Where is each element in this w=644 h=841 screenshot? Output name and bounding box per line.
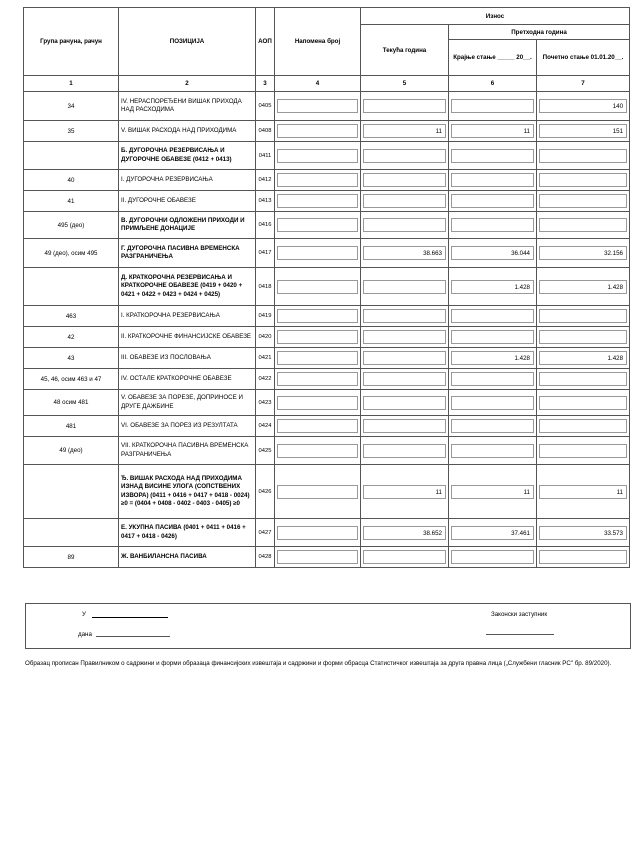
table-row bbox=[24, 306, 630, 327]
amount-field[interactable] bbox=[539, 330, 627, 344]
v7-cell bbox=[537, 212, 630, 239]
amount-field[interactable] bbox=[451, 218, 534, 232]
v7-cell bbox=[537, 92, 630, 121]
table-row bbox=[24, 437, 630, 465]
note-cell bbox=[275, 306, 361, 327]
amount-field[interactable]: 11 bbox=[539, 485, 627, 499]
amount-field[interactable] bbox=[539, 173, 627, 187]
amount-field[interactable] bbox=[451, 550, 534, 564]
amount-field[interactable] bbox=[539, 149, 627, 163]
note-cell bbox=[275, 191, 361, 212]
position-cell: Ж. ВАНБИЛАНСНА ПАСИВА bbox=[119, 547, 256, 568]
aop-cell: 0408 bbox=[256, 121, 275, 142]
amount-field[interactable] bbox=[363, 149, 446, 163]
v6-cell bbox=[449, 121, 537, 142]
amount-field[interactable] bbox=[451, 194, 534, 208]
amount-field[interactable] bbox=[363, 444, 446, 458]
v5-cell bbox=[361, 306, 449, 327]
v7-cell bbox=[537, 306, 630, 327]
note-input[interactable] bbox=[277, 149, 358, 163]
account-group-cell: 43 bbox=[24, 348, 119, 369]
v6-cell bbox=[449, 268, 537, 306]
position-cell: II. ДУГОРОЧНЕ ОБАВЕЗЕ bbox=[119, 191, 256, 212]
table-row bbox=[24, 170, 630, 191]
amount-field[interactable] bbox=[363, 330, 446, 344]
v7-cell bbox=[537, 416, 630, 437]
v5-cell bbox=[361, 239, 449, 268]
note-input[interactable] bbox=[277, 351, 358, 365]
amount-field[interactable] bbox=[363, 280, 446, 294]
header-group: Група рачуна, рачун bbox=[24, 8, 119, 76]
amount-field[interactable] bbox=[363, 351, 446, 365]
note-cell bbox=[275, 212, 361, 239]
note-input[interactable] bbox=[277, 309, 358, 323]
v7-cell bbox=[537, 437, 630, 465]
aop-cell: 0421 bbox=[256, 348, 275, 369]
note-cell bbox=[275, 369, 361, 390]
v5-cell bbox=[361, 519, 449, 547]
aop-cell: 0417 bbox=[256, 239, 275, 268]
v7-cell bbox=[537, 239, 630, 268]
v7-cell bbox=[537, 121, 630, 142]
col-number: 1 bbox=[24, 76, 119, 92]
header-aop: АОП bbox=[256, 8, 275, 76]
account-group-cell: 45, 46, осим 463 и 47 bbox=[24, 369, 119, 390]
v6-cell bbox=[449, 519, 537, 547]
table-body bbox=[24, 92, 630, 568]
table-row bbox=[24, 239, 630, 268]
v6-cell bbox=[449, 142, 537, 170]
account-group-cell: 40 bbox=[24, 170, 119, 191]
aop-cell: 0405 bbox=[256, 92, 275, 121]
v5-cell bbox=[361, 170, 449, 191]
table-row bbox=[24, 369, 630, 390]
note-cell bbox=[275, 547, 361, 568]
v5-cell bbox=[361, 191, 449, 212]
account-group-cell bbox=[24, 465, 119, 519]
v5-cell bbox=[361, 212, 449, 239]
v5-cell bbox=[361, 92, 449, 121]
amount-field[interactable]: 37.461 bbox=[451, 526, 534, 540]
amount-field[interactable]: 11 bbox=[363, 124, 446, 138]
note-cell bbox=[275, 327, 361, 348]
account-group-cell: 41 bbox=[24, 191, 119, 212]
account-group-cell: 34 bbox=[24, 92, 119, 121]
position-cell: I. КРАТКОРОЧНА РЕЗЕРВИСАЊА bbox=[119, 306, 256, 327]
amount-field[interactable]: 38.652 bbox=[363, 526, 446, 540]
amount-field[interactable]: 36.044 bbox=[451, 246, 534, 260]
position-cell: Г. ДУГОРОЧНА ПАСИВНА ВРЕМЕНСКА РАЗГРАНИЧЕЊА bbox=[119, 239, 256, 268]
v6-cell bbox=[449, 212, 537, 239]
col-number: 3 bbox=[256, 76, 275, 92]
note-cell bbox=[275, 390, 361, 416]
header-closing-balance: Крајње стање _____ 20__. bbox=[449, 40, 537, 76]
position-cell: IV. ОСТАЛЕ КРАТКОРОЧНЕ ОБАВЕЗЕ bbox=[119, 369, 256, 390]
amount-field[interactable]: 151 bbox=[539, 124, 627, 138]
footnote: Образац прописан Правилником о садржини и форми образаца финансијских извештаја и садржини и форми обрасца Статистичког извештаја за друга правна лица („Службени гласник РС" бр. 89/2020). bbox=[25, 660, 612, 667]
amount-field[interactable]: 1.428 bbox=[539, 280, 627, 294]
note-input[interactable] bbox=[277, 173, 358, 187]
header-previous-year: Претходна година bbox=[449, 25, 630, 40]
aop-cell: 0427 bbox=[256, 519, 275, 547]
table-row bbox=[24, 92, 630, 121]
amount-field[interactable]: 32.156 bbox=[539, 246, 627, 260]
note-cell bbox=[275, 121, 361, 142]
col-number: 6 bbox=[449, 76, 537, 92]
v6-cell bbox=[449, 547, 537, 568]
v5-cell bbox=[361, 327, 449, 348]
aop-cell: 0419 bbox=[256, 306, 275, 327]
header-position: ПОЗИЦИЈА bbox=[119, 8, 256, 76]
v5-cell bbox=[361, 547, 449, 568]
amount-field[interactable] bbox=[539, 444, 627, 458]
col-number: 5 bbox=[361, 76, 449, 92]
amount-field[interactable] bbox=[363, 419, 446, 433]
amount-field[interactable] bbox=[539, 218, 627, 232]
amount-field[interactable] bbox=[363, 550, 446, 564]
header-amount: Износ bbox=[361, 8, 630, 25]
note-input[interactable] bbox=[277, 194, 358, 208]
v6-cell bbox=[449, 191, 537, 212]
v5-cell bbox=[361, 465, 449, 519]
aop-cell: 0418 bbox=[256, 268, 275, 306]
amount-field[interactable]: 140 bbox=[539, 99, 627, 113]
table-row bbox=[24, 390, 630, 416]
account-group-cell bbox=[24, 268, 119, 306]
account-group-cell: 481 bbox=[24, 416, 119, 437]
account-group-cell: 49 (део), осим 495 bbox=[24, 239, 119, 268]
account-group-cell: 49 (део) bbox=[24, 437, 119, 465]
v7-cell bbox=[537, 142, 630, 170]
position-cell: VI. ОБАВЕЗЕ ЗА ПОРЕЗ ИЗ РЕЗУЛТАТА bbox=[119, 416, 256, 437]
table-row bbox=[24, 547, 630, 568]
amount-field[interactable] bbox=[451, 99, 534, 113]
aop-cell: 0416 bbox=[256, 212, 275, 239]
position-cell: I. ДУГОРОЧНА РЕЗЕРВИСАЊА bbox=[119, 170, 256, 191]
signature-line bbox=[486, 634, 554, 635]
position-cell: VII. КРАТКОРОЧНА ПАСИВНА ВРЕМЕНСКА РАЗГРАНИЧЕЊА bbox=[119, 437, 256, 465]
v6-cell bbox=[449, 327, 537, 348]
amount-field[interactable]: 1.428 bbox=[539, 351, 627, 365]
position-cell: В. ДУГОРОЧНИ ОДЛОЖЕНИ ПРИХОДИ И ПРИМЉЕНЕ ДОНАЦИЈЕ bbox=[119, 212, 256, 239]
table-row bbox=[24, 121, 630, 142]
amount-field[interactable] bbox=[539, 396, 627, 410]
col-number: 4 bbox=[275, 76, 361, 92]
amount-field[interactable]: 11 bbox=[363, 485, 446, 499]
note-input[interactable] bbox=[277, 444, 358, 458]
v6-cell bbox=[449, 465, 537, 519]
amount-field[interactable] bbox=[539, 550, 627, 564]
table-row bbox=[24, 465, 630, 519]
note-input[interactable] bbox=[277, 396, 358, 410]
position-cell: Е. УКУПНА ПАСИВА (0401 + 0411 + 0416 + 0417 + 0418 - 0426) bbox=[119, 519, 256, 547]
amount-field[interactable] bbox=[451, 444, 534, 458]
aop-cell: 0428 bbox=[256, 547, 275, 568]
position-cell: V. ВИШАК РАСХОДА НАД ПРИХОДИМА bbox=[119, 121, 256, 142]
position-cell: V. ОБАВЕЗЕ ЗА ПОРЕЗЕ, ДОПРИНОСЕ И ДРУГЕ ДАЖБИНЕ bbox=[119, 390, 256, 416]
note-input[interactable] bbox=[277, 124, 358, 138]
v5-cell bbox=[361, 416, 449, 437]
aop-cell: 0411 bbox=[256, 142, 275, 170]
account-group-cell: 463 bbox=[24, 306, 119, 327]
amount-field[interactable] bbox=[451, 372, 534, 386]
note-cell bbox=[275, 465, 361, 519]
aop-cell: 0426 bbox=[256, 465, 275, 519]
v7-cell bbox=[537, 369, 630, 390]
note-input[interactable] bbox=[277, 485, 358, 499]
amount-field[interactable] bbox=[363, 173, 446, 187]
note-cell bbox=[275, 170, 361, 191]
v6-cell bbox=[449, 239, 537, 268]
account-group-cell: 495 (део) bbox=[24, 212, 119, 239]
position-cell: IV. НЕРАСПОРЕЂЕНИ ВИШАК ПРИХОДА НАД РАСХОДИМА bbox=[119, 92, 256, 121]
v5-cell bbox=[361, 142, 449, 170]
col-number: 7 bbox=[537, 76, 630, 92]
v7-cell bbox=[537, 170, 630, 191]
note-input[interactable] bbox=[277, 372, 358, 386]
amount-field[interactable] bbox=[363, 99, 446, 113]
balance-sheet-table bbox=[23, 7, 630, 568]
v7-cell bbox=[537, 327, 630, 348]
amount-field[interactable]: 11 bbox=[451, 124, 534, 138]
note-cell bbox=[275, 519, 361, 547]
position-cell: Д. КРАТКОРОЧНА РЕЗЕРВИСАЊА И КРАТКОРОЧНЕ ОБАВЕЗЕ (0419 + 0420 + 0421 + 0422 + 0423 + 0424 + 0425) bbox=[119, 268, 256, 306]
note-input[interactable] bbox=[277, 550, 358, 564]
header-current-year: Текућа година bbox=[361, 25, 449, 76]
position-cell: Ђ. ВИШАК РАСХОДА НАД ПРИХОДИМА ИЗНАД ВИСИНЕ УЛОГА (СОПСТВЕНИХ ИЗВОРА) (0411 + 0416 + 0417 + 0418 - 0024) ≥0 = (0404 + 0408 - 0402 - 0403 - 0405) ≥0 bbox=[119, 465, 256, 519]
position-cell: Б. ДУГОРОЧНА РЕЗЕРВИСАЊА И ДУГОРОЧНЕ ОБАВЕЗЕ (0412 + 0413) bbox=[119, 142, 256, 170]
v6-cell bbox=[449, 92, 537, 121]
account-group-cell bbox=[24, 519, 119, 547]
amount-field[interactable] bbox=[363, 194, 446, 208]
note-input[interactable] bbox=[277, 99, 358, 113]
v5-cell bbox=[361, 369, 449, 390]
note-cell bbox=[275, 416, 361, 437]
v7-cell bbox=[537, 390, 630, 416]
v6-cell bbox=[449, 416, 537, 437]
amount-field[interactable] bbox=[363, 309, 446, 323]
note-input[interactable] bbox=[277, 526, 358, 540]
note-input[interactable] bbox=[277, 246, 358, 260]
amount-field[interactable] bbox=[363, 218, 446, 232]
account-group-cell: 35 bbox=[24, 121, 119, 142]
aop-cell: 0424 bbox=[256, 416, 275, 437]
v5-cell bbox=[361, 348, 449, 369]
amount-field[interactable] bbox=[451, 309, 534, 323]
note-cell bbox=[275, 268, 361, 306]
amount-field[interactable]: 38.663 bbox=[363, 246, 446, 260]
note-cell bbox=[275, 437, 361, 465]
note-cell bbox=[275, 239, 361, 268]
amount-field[interactable] bbox=[451, 330, 534, 344]
legal-representative-label: Законски заступник bbox=[491, 611, 548, 618]
v7-cell bbox=[537, 268, 630, 306]
place-line bbox=[92, 617, 168, 618]
header-opening-balance: Почетно стање 01.01.20__. bbox=[537, 40, 630, 76]
v5-cell bbox=[361, 437, 449, 465]
aop-cell: 0413 bbox=[256, 191, 275, 212]
amount-field[interactable]: 1.428 bbox=[451, 280, 534, 294]
account-group-cell: 89 bbox=[24, 547, 119, 568]
table-row bbox=[24, 327, 630, 348]
amount-field[interactable] bbox=[539, 419, 627, 433]
table-row bbox=[24, 191, 630, 212]
signature-block bbox=[25, 603, 631, 649]
amount-field[interactable] bbox=[363, 396, 446, 410]
note-input[interactable] bbox=[277, 280, 358, 294]
v7-cell bbox=[537, 348, 630, 369]
amount-field[interactable] bbox=[539, 194, 627, 208]
position-cell: II. КРАТКОРОЧНЕ ФИНАНСИЈСКЕ ОБАВЕЗЕ bbox=[119, 327, 256, 348]
aop-cell: 0412 bbox=[256, 170, 275, 191]
amount-field[interactable] bbox=[539, 309, 627, 323]
note-cell bbox=[275, 142, 361, 170]
note-cell bbox=[275, 92, 361, 121]
header-note: Напомена број bbox=[275, 8, 361, 76]
aop-cell: 0420 bbox=[256, 327, 275, 348]
v6-cell bbox=[449, 437, 537, 465]
date-label: дана bbox=[78, 631, 92, 638]
place-label: У bbox=[82, 611, 86, 618]
account-group-cell bbox=[24, 142, 119, 170]
table-row bbox=[24, 416, 630, 437]
amount-field[interactable] bbox=[451, 396, 534, 410]
note-cell bbox=[275, 348, 361, 369]
table-row bbox=[24, 268, 630, 306]
table-row bbox=[24, 519, 630, 547]
aop-cell: 0425 bbox=[256, 437, 275, 465]
aop-cell: 0422 bbox=[256, 369, 275, 390]
amount-field[interactable] bbox=[451, 149, 534, 163]
amount-field[interactable] bbox=[539, 372, 627, 386]
amount-field[interactable] bbox=[363, 372, 446, 386]
v6-cell bbox=[449, 170, 537, 191]
table-row bbox=[24, 348, 630, 369]
date-line bbox=[96, 636, 170, 637]
amount-field[interactable]: 11 bbox=[451, 485, 534, 499]
note-input[interactable] bbox=[277, 218, 358, 232]
account-group-cell: 48 осим 481 bbox=[24, 390, 119, 416]
amount-field[interactable]: 1.428 bbox=[451, 351, 534, 365]
note-input[interactable] bbox=[277, 419, 358, 433]
table-row bbox=[24, 212, 630, 239]
v7-cell bbox=[537, 519, 630, 547]
v5-cell bbox=[361, 390, 449, 416]
position-cell: III. ОБАВЕЗЕ ИЗ ПОСЛОВАЊА bbox=[119, 348, 256, 369]
v5-cell bbox=[361, 121, 449, 142]
note-input[interactable] bbox=[277, 330, 358, 344]
table-row bbox=[24, 142, 630, 170]
v7-cell bbox=[537, 547, 630, 568]
col-number: 2 bbox=[119, 76, 256, 92]
v6-cell bbox=[449, 369, 537, 390]
v5-cell bbox=[361, 268, 449, 306]
amount-field[interactable] bbox=[451, 173, 534, 187]
v6-cell bbox=[449, 390, 537, 416]
v6-cell bbox=[449, 306, 537, 327]
account-group-cell: 42 bbox=[24, 327, 119, 348]
amount-field[interactable] bbox=[451, 419, 534, 433]
v7-cell bbox=[537, 465, 630, 519]
v6-cell bbox=[449, 348, 537, 369]
amount-field[interactable]: 33.573 bbox=[539, 526, 627, 540]
aop-cell: 0423 bbox=[256, 390, 275, 416]
v7-cell bbox=[537, 191, 630, 212]
